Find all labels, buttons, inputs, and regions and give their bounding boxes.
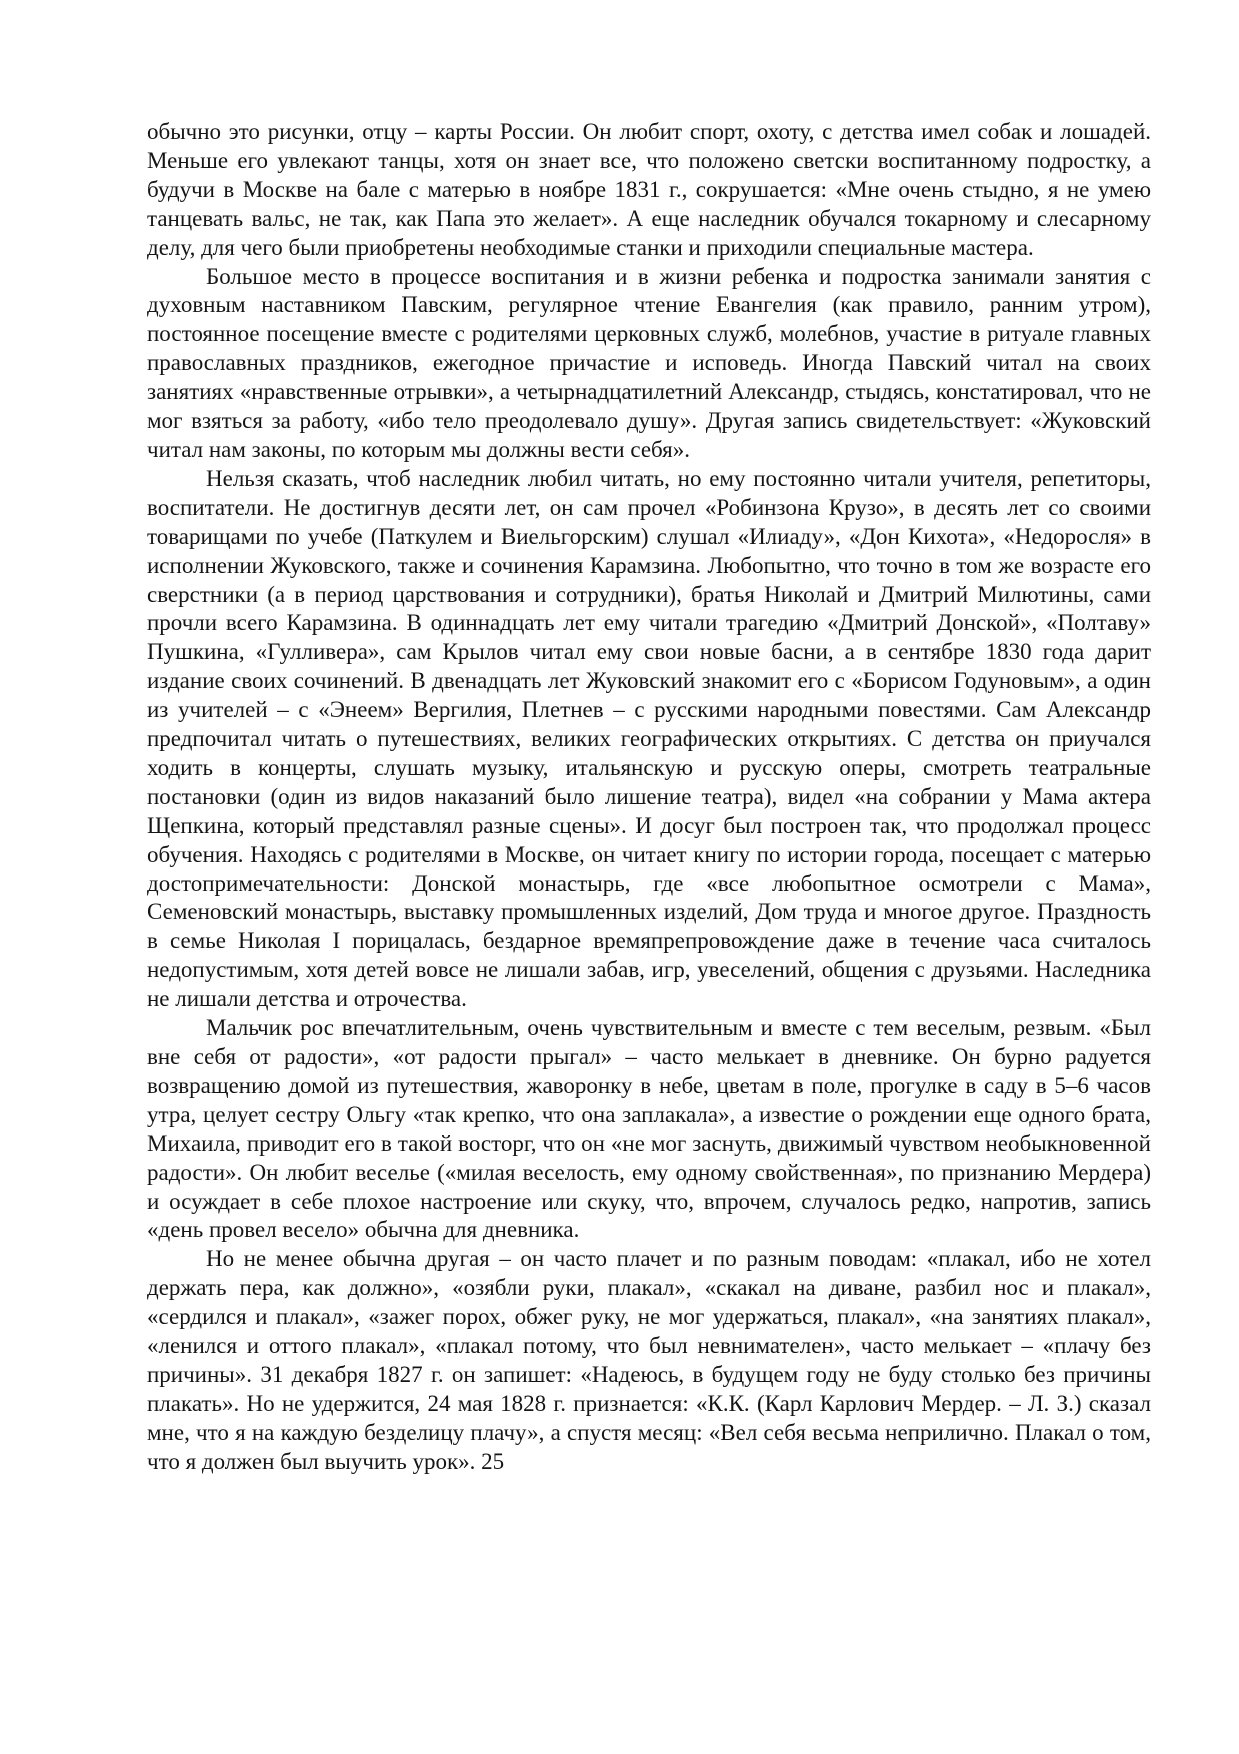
paragraph-1: обычно это рисунки, отцу – карты России. Он любит спорт, охоту, с детства имел собак и лошадей. Меньше его увлекают танцы, хотя он знает все, что положено светски воспитанному подростку, а будучи в Москве на бале с матерью в ноябре 1831 г., сокрушается: «Мне очень стыдно, я не умею танцевать вальс, не так, как Папа это желает». А еще наследник обучался токарному и слесарному делу, для чего были приобретены необходимые станки и приходили специальные мастера. (147, 119, 1151, 260)
paragraph-4: Мальчик рос впечатлительным, очень чувствительным и вместе с тем веселым, резвым. «Был вне себя от радости», «от радости прыгал» – часто мелькает в дневнике. Он бурно радуется возвращению домой из путешествия, жаворонку в небе, цветам в поле, прогулке в саду в 5–6 часов утра, целует сестру Ольгу «так крепко, что она заплакала», а известие о рождении еще одного брата, Михаила, приводит его в такой восторг, что он «не мог заснуть, движимый чувством необыкновенной радости». Он любит веселье («милая веселость, ему одному свойственная», по признанию Мердера) и осуждает в себе плохое настроение или скуку, что, впрочем, случалось редко, напротив, запись «день провел весело» обычна для дневника. (147, 1015, 1151, 1243)
paragraph-5: Но не менее обычна другая – он часто плачет и по разным поводам: «плакал, ибо не хотел держать пера, как должно», «озябли руки, плакал», «скакал на диване, разбил нос и плакал», «сердился и плакал», «зажег порох, обжег руку, не мог удержаться, плакал», «на занятиях плакал», «ленился и оттого плакал», «плакал потому, что был невнимателен», часто мелькает – «плачу без причины». 31 декабря 1827 г. он запишет: «Надеюсь, в будущем году не буду столько без причины плакать». Но не удержится, 24 мая 1828 г. признается: «К.К. (Карл Карлович Мердер. – Л. З.) сказал мне, что я на каждую безделицу плачу», а спустя месяц: «Вел себя весьма неприлично. Плакал о том, что я должен был выучить урок». 25 (147, 1246, 1151, 1474)
paragraph-2: Большое место в процессе воспитания и в жизни ребенка и подростка занимали занятия с духовным наставником Павским, регулярное чтение Евангелия (как правило, ранним утром), постоянное посещение вместе с родителями церковных служб, молебнов, участие в ритуале главных православных праздников, ежегодное причастие и исповедь. Иногда Павский читал на своих занятиях «нравственные отрывки», а четырнадцатилетний Александр, стыдясь, констатировал, что не мог взяться за работу, «ибо тело преодолевало душу». Другая запись свидетельствует: «Жуковский читал нам законы, по которым мы должны вести себя». (147, 263, 1151, 462)
document-page (147, 118, 1151, 1477)
paragraph-3: Нельзя сказать, чтоб наследник любил читать, но ему постоянно читали учителя, репетиторы, воспитатели. Не достигнув десяти лет, он сам прочел «Робинзона Крузо», в десять лет со своими товарищами по учебе (Паткулем и Виельгорским) слушал «Илиаду», «Дон Кихота», «Недоросля» в исполнении Жуковского, также и сочинения Карамзина. Любопытно, что точно в том же возрасте его сверстники (а в период царствования и сотрудники), братья Николай и Дмитрий Милютины, сами прочли всего Карамзина. В одиннадцать лет ему читали трагедию «Дмитрий Донской», «Полтаву» Пушкина, «Гулливера», сам Крылов читал ему свои новые басни, а в сентябре 1830 года дарит издание своих сочинений. В двенадцать лет Жуковский знакомит его с «Борисом Годуновым», а один из учителей – с «Энеем» Вергилия, Плетнев – с русскими народными повестями. Сам Александр предпочитал читать о путешествиях, великих географических открытиях. С детства он приучался ходить в концерты, слушать музыку, итальянскую и русскую оперы, смотреть театральные постановки (один из видов наказаний было лишение театра), видел «на собрании у Мама актера Щепкина, который представлял разные сцены». И досуг был построен так, что продолжал процесс обучения. Находясь с родителями в Москве, он читает книгу по истории города, посещает с матерью достопримечательности: Донской монастырь, где «все любопытное осмотрели с Мама», Семеновский монастырь, выставку промышленных изделий, Дом труда и многое другое. Праздность в семье Николая I порицалась, бездарное времяпрепровождение даже в течение часа считалось недопустимым, хотя детей вовсе не лишали забав, игр, увеселений, общения с друзьями. Наследника не лишали детства и отрочества. (147, 465, 1151, 1012)
